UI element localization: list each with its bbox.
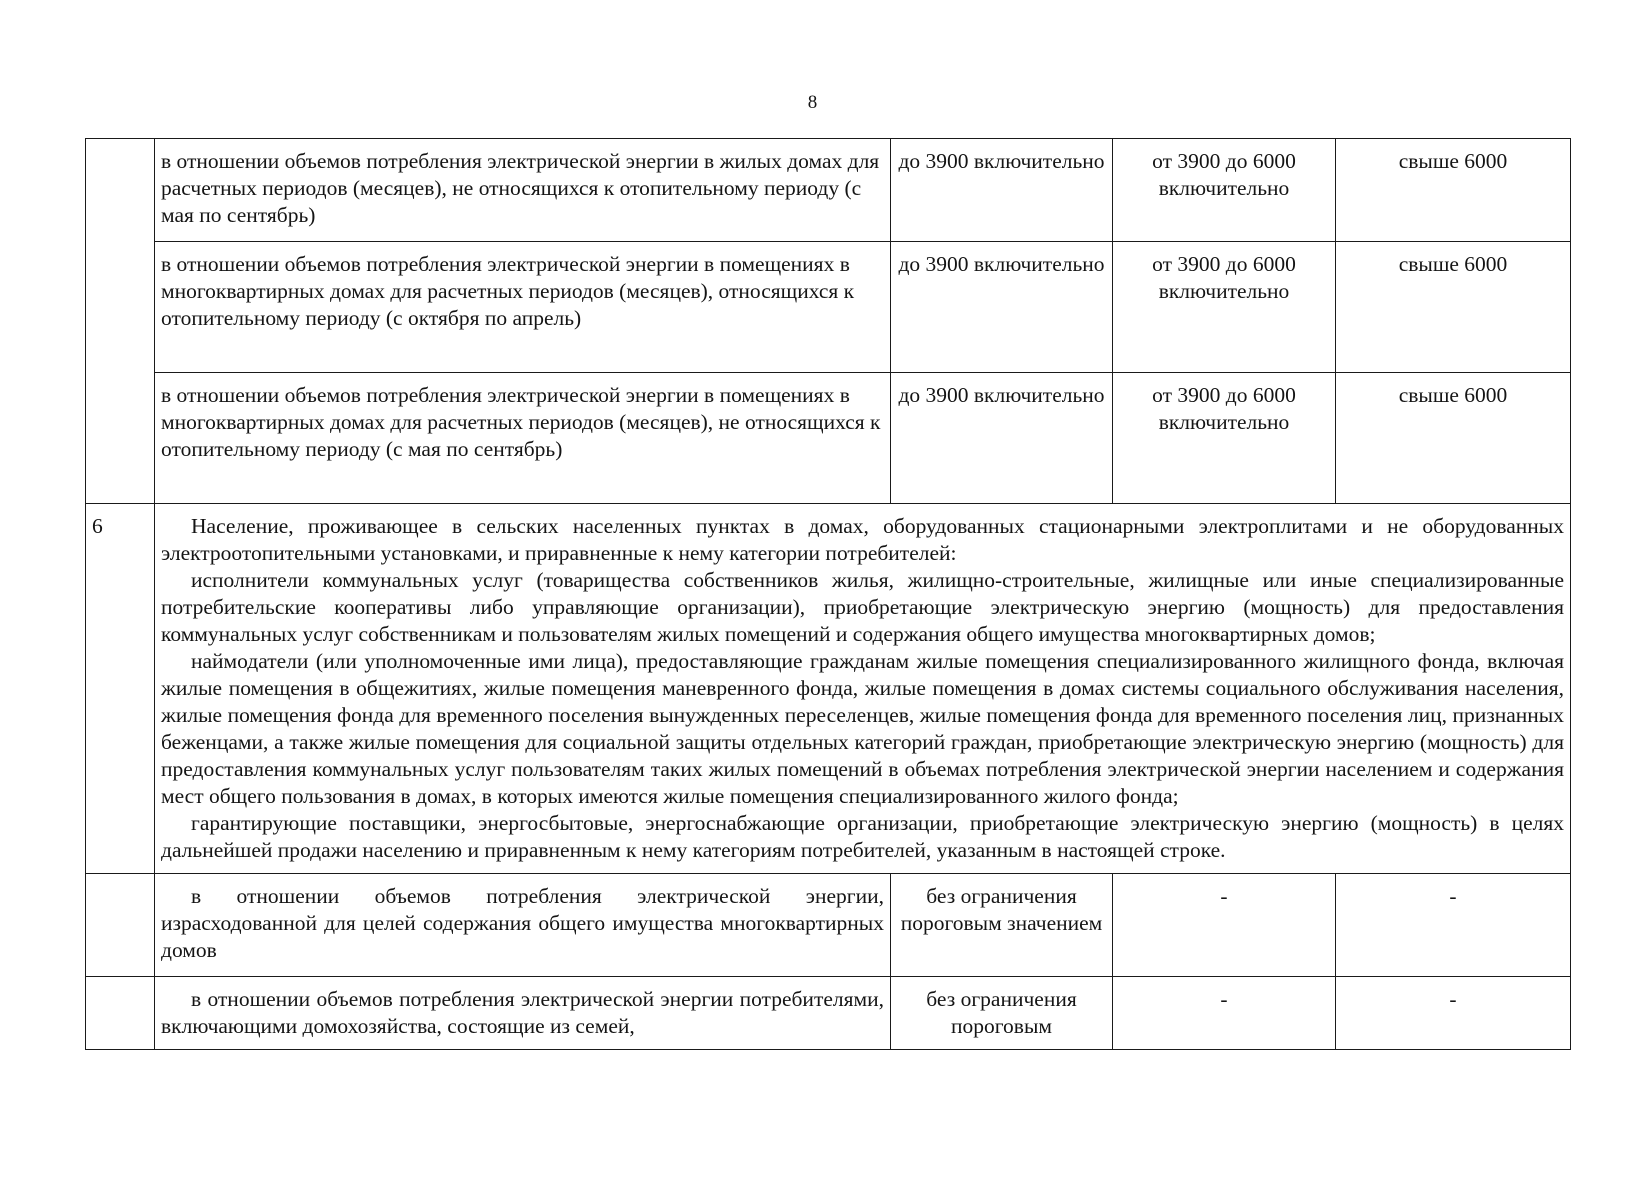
threshold-mid-cell: от 3900 до 6000 включительно <box>1113 139 1336 242</box>
threshold-high-cell: - <box>1336 874 1571 977</box>
row-number-cell <box>86 139 155 504</box>
row-number-cell <box>86 977 155 1050</box>
description-cell: в отношении объемов потребления электрической энергии в жилых домах для расчетных периодов (месяцев), не относящихся к отопительному периоду (с мая по сентябрь) <box>155 139 891 242</box>
threshold-low-cell: без ограничения пороговым значением <box>891 874 1113 977</box>
threshold-low-cell: до 3900 включительно <box>891 139 1113 242</box>
description-cell <box>155 874 891 977</box>
description-text: в отношении объемов потребления электрической энергии потребителями, включающими домохозяйства, состоящие из семей, <box>161 987 884 1038</box>
threshold-low-cell: до 3900 включительно <box>891 242 1113 373</box>
group-number-cell: 6 <box>86 504 155 874</box>
threshold-mid-cell: от 3900 до 6000 включительно <box>1113 373 1336 504</box>
group-row <box>86 504 1571 874</box>
group-paragraph: Население, проживающее в сельских населенных пунктах в домах, оборудованных стационарными электроплитами и не оборудованных электроотопительными установками, и приравненные к нему категории потребителей: <box>161 514 1564 565</box>
threshold-mid-cell: - <box>1113 874 1336 977</box>
table-row <box>86 874 1571 977</box>
threshold-mid-cell: от 3900 до 6000 включительно <box>1113 242 1336 373</box>
threshold-high-cell: - <box>1336 977 1571 1050</box>
description-cell: в отношении объемов потребления электрической энергии в помещениях в многоквартирных домах для расчетных периодов (месяцев), не относящихся к отопительному периоду (с мая по сентябрь) <box>155 373 891 504</box>
threshold-low-cell: до 3900 включительно <box>891 373 1113 504</box>
threshold-high-cell: свыше 6000 <box>1336 139 1571 242</box>
group-paragraph: наймодатели (или уполномоченные ими лица), предоставляющие гражданам жилые помещения специализированного жилищного фонда, включая жилые помещения в общежитиях, жилые помещения маневренного фонда, жилые помещения в домах системы социального обслуживания населения, жилые помещения фонда для временного поселения вынужденных переселенцев, жилые помещения фонда для временного поселения лиц, признанных беженцами, а также жилые помещения для социальной защиты отдельных категорий граждан, приобретающие электрическую энергию (мощность) для предоставления коммунальных услуг пользователям таких жилых помещений в объемах потребления электрической энергии населением и содержания мест общего пользования в домах, в которых имеются жилые помещения специализированного жилого фонда; <box>161 649 1564 808</box>
table-row <box>86 139 1571 242</box>
group-description-cell <box>155 504 1571 874</box>
row-number-cell <box>86 874 155 977</box>
group-paragraph: гарантирующие поставщики, энергосбытовые, энергоснабжающие организации, приобретающие электрическую энергию (мощность) в целях дальнейшей продажи населению и приравненным к нему категориям потребителей, указанным в настоящей строке. <box>161 811 1564 862</box>
table-row <box>86 373 1571 504</box>
tariff-table <box>85 138 1571 1050</box>
description-cell: в отношении объемов потребления электрической энергии в помещениях в многоквартирных домах для расчетных периодов (месяцев), относящихся к отопительному периоду (с октября по апрель) <box>155 242 891 373</box>
description-cell <box>155 977 891 1050</box>
group-paragraph: исполнители коммунальных услуг (товарищества собственников жилья, жилищно-строительные, жилищные или иные специализированные потребительские кооперативы либо управляющие организации), приобретающие электрическую энергию (мощность) для предоставления коммунальных услуг собственникам и пользователям жилых помещений и содержания общего имущества многоквартирных домов; <box>161 568 1564 646</box>
threshold-high-cell: свыше 6000 <box>1336 242 1571 373</box>
threshold-mid-cell: - <box>1113 977 1336 1050</box>
table-row <box>86 977 1571 1050</box>
table-row <box>86 242 1571 373</box>
threshold-high-cell: свыше 6000 <box>1336 373 1571 504</box>
page-number: 8 <box>807 92 818 113</box>
threshold-low-cell: без ограничения пороговым <box>891 977 1113 1050</box>
description-text: в отношении объемов потребления электрической энергии, израсходованной для целей содержания общего имущества многоквартирных домов <box>161 884 884 962</box>
